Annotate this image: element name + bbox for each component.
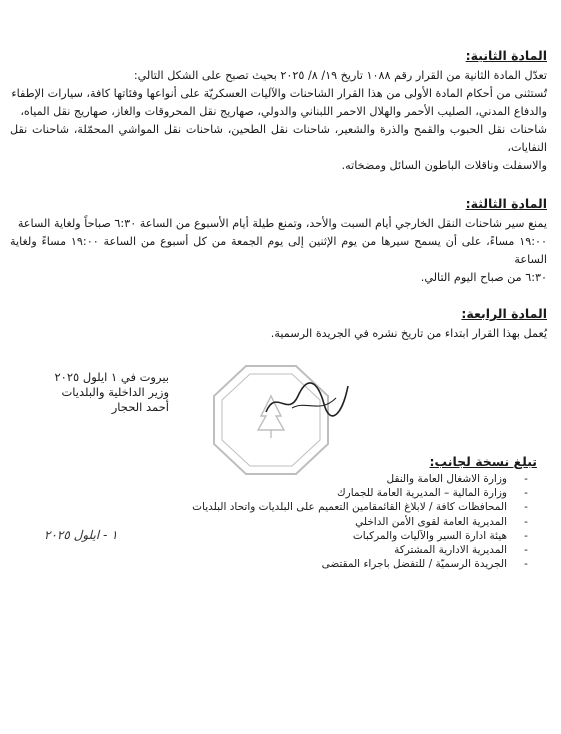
list-item	[207, 472, 537, 486]
article-4-line: يُعمل بهذا القرار ابتداء من تاريخ نشره في الجريدة الرسمية.	[270, 327, 547, 340]
article-2-line: تُستثنى من أحكام المادة الأولى من هذا القرار الشاحنات والآليات العسكريّة على أنواعها وفئاتها كافة، سيارات الإطفاء	[11, 87, 547, 100]
signature-name: أحمد الحجار	[111, 400, 169, 414]
list-dash: -	[524, 487, 528, 500]
article-4-heading: المادة الرابعة:	[461, 306, 547, 321]
list-dash: -	[524, 515, 528, 528]
handwritten-date: ١ - ايلول ٢٠٢٥	[44, 528, 118, 542]
list-item-text: هيئة ادارة السير والآليات والمركبات	[352, 529, 507, 542]
article-2	[10, 48, 547, 175]
list-dash: -	[524, 529, 528, 542]
signature-block	[9, 370, 169, 415]
article-3-text	[10, 215, 547, 287]
article-4	[10, 306, 547, 343]
handwritten-signature-icon	[262, 378, 352, 422]
copies-distribution	[192, 454, 537, 571]
article-2-line: والاسفلت وناقلات الباطون السائل ومضخاته.	[341, 159, 547, 172]
copies-list	[192, 472, 537, 571]
article-3-heading: المادة الثالثة:	[465, 196, 547, 211]
list-dash: -	[524, 558, 528, 571]
list-item-text: الجريدة الرسميّة / للتفضل باجراء المقتضى	[321, 558, 507, 571]
list-dash: -	[524, 544, 528, 557]
list-dash: -	[524, 501, 528, 514]
list-item	[207, 486, 537, 500]
article-2-line: والدفاع المدني، الصليب الأحمر والهلال الاحمر اللبناني والدولي، صهاريج نقل المحروقات والغاز، صهاريج نقل المياه،	[20, 105, 547, 118]
list-dash: -	[524, 473, 528, 485]
list-item	[207, 529, 537, 543]
list-item-text: وزارة الاشغال العامة والنقل	[386, 473, 507, 485]
list-item-text: المديرية العامة لقوى الأمن الداخلي	[355, 515, 507, 528]
signature-title: وزير الداخلية والبلديات	[61, 385, 169, 399]
article-3-line: يمنع سير شاحنات النقل الخارجي أيام السبت والأحد، وتمنع طيلة أيام الأسبوع من الساعة ٦:٣٠ صباحاً ولغاية الساعة	[17, 217, 547, 230]
article-3-line: ٦:٣٠ من صباح اليوم التالي.	[420, 271, 547, 284]
article-2-heading: المادة الثانية:	[465, 48, 547, 63]
article-3-line: ١٩:٠٠ مساءً، على أن يسمح سيرها من يوم الإثنين إلى يوم الجمعة من كل أسبوع من الساعة ١٩:٠٠ مساءً ولغاية الساعة	[10, 235, 548, 266]
list-item-text: المحافظات كافة / لابلاغ القائمقامين التعميم على البلديات واتحاد البلديات	[192, 501, 507, 514]
list-item-text: وزارة المالية – المديرية العامة للجمارك	[337, 487, 507, 500]
signature-date: بيروت في ١ ايلول ٢٠٢٥	[54, 370, 169, 384]
article-3	[10, 196, 547, 287]
list-item	[207, 515, 537, 529]
article-2-text	[10, 67, 547, 175]
article-4-text	[10, 325, 547, 343]
copies-heading: تبلغ نسخة لجانب:	[429, 454, 537, 469]
list-item-text: المديرية الادارية المشتركة	[394, 544, 507, 557]
list-item	[207, 543, 537, 557]
list-item	[192, 500, 537, 514]
article-2-line: شاحنات نقل الحبوب والقمح والذرة والشعير، شاحنات نقل الطحين، شاحنات نقل المواشي المحمّلة، شاحنات نقل النفايات،	[10, 123, 547, 154]
list-item	[207, 557, 537, 571]
article-2-line: تعدّل المادة الثانية من القرار رقم ١٠٨٨ تاريخ ١٩/ ٨/ ٢٠٢٥ بحيث تصبح على الشكل التالي:	[133, 69, 547, 82]
